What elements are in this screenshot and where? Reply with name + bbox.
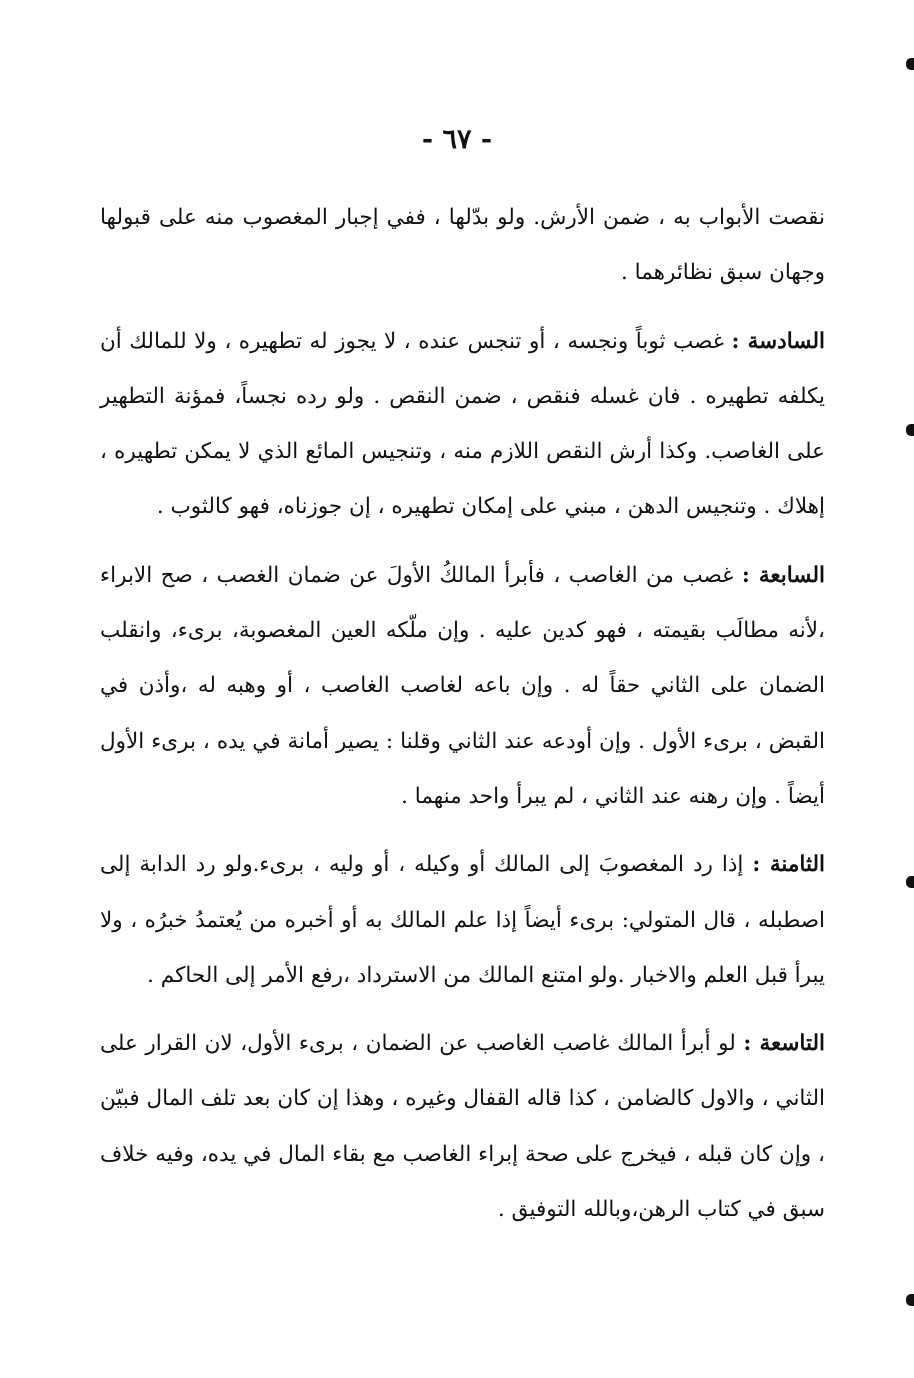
paragraph-heading: السابعة : [741, 562, 825, 588]
paragraph-text: نقصت الأبواب به ، ضمن الأرش. ولو بدّلها ، ففي إجبار المغصوب منه على قبولها وجهان سبق نظائرهما . [100, 205, 825, 286]
paragraph-sixth [100, 314, 825, 535]
paragraph-heading: الثامنة : [752, 852, 825, 878]
paragraph-1 [100, 190, 825, 301]
paragraph-text: لو أبرأ المالك غاصب الغاصب عن الضمان ، برىء الأول، لان القرار على الثاني ، والاول كالضامن ، كذا قاله القفال وغيره ، وهذا إن كان بعد تلف المال فبيّن ، وإن كان قبله ، فيخرج على صحة إبراء الغاصب مع بقاء المال في يده، وفيه خلاف سبق في كتاب الرهن،وبالله التوفيق . [100, 1031, 825, 1223]
paragraph-ninth [100, 1016, 825, 1237]
paragraph-text: إذا رد المغصوبَ إلى المالك أو وكيله ، أو وليه ، برىء.ولو رد الدابة إلى اصطبله ، قال المتولي: برىء أيضاً إذا علم المالك به أو أخبره من يُعتمدُ خبرُه ، ولا يبرأ قبل العلم والاخبار .ولو امتنع المالك من الاسترداد ،رفع الأمر إلى الحاكم . [100, 852, 825, 988]
paragraph-heading: التاسعة : [743, 1031, 825, 1057]
paragraph-seventh [100, 548, 825, 824]
paragraph-text: غصب ثوباً ونجسه ، أو تنجس عنده ، لا يجوز له تطهيره ، ولا للمالك أن يكلفه تطهيره . فان غسله فنقص ، ضمن النقص . ولو رده نجساً، فمؤنة التطهير على الغاصب. وكذا أرش النقص اللازم منه ، وتنجيس المائع الذي لا يمكن تطهيره ، إهلاك . وتنجيس الدهن ، مبني على إمكان تطهيره ، إن جوزناه، فهو كالثوب . [100, 328, 825, 520]
scan-edge-mark [906, 1294, 914, 1306]
paragraph-text: غصب من الغاصب ، فأبرأ المالكُ الأولَ عن ضمان الغصب ، صح الابراء ،لأنه مطالَب بقيمته ، فهو كدين عليه . وإن ملّكه العين المغصوبة، برىء، وانقلب الضمان على الثاني حقاً له . وإن باعه لغاصب الغاصب ، أو وهبه له ،وأذن في القبض ، برىء الأول . وإن أودعه عند الثاني وقلنا : يصير أمانة في يده ، برىء الأول أيضاً . وإن رهنه عند الثاني ، لم يبرأ واحد منهما . [100, 562, 825, 809]
page-number: - ٦٧ - [421, 124, 493, 155]
scan-edge-mark [906, 876, 914, 888]
paragraph-heading: السادسة : [731, 328, 825, 354]
scan-edge-mark [906, 424, 914, 436]
page-body [100, 190, 825, 1250]
scan-edge-mark [906, 58, 914, 70]
paragraph-eighth [100, 837, 825, 1003]
